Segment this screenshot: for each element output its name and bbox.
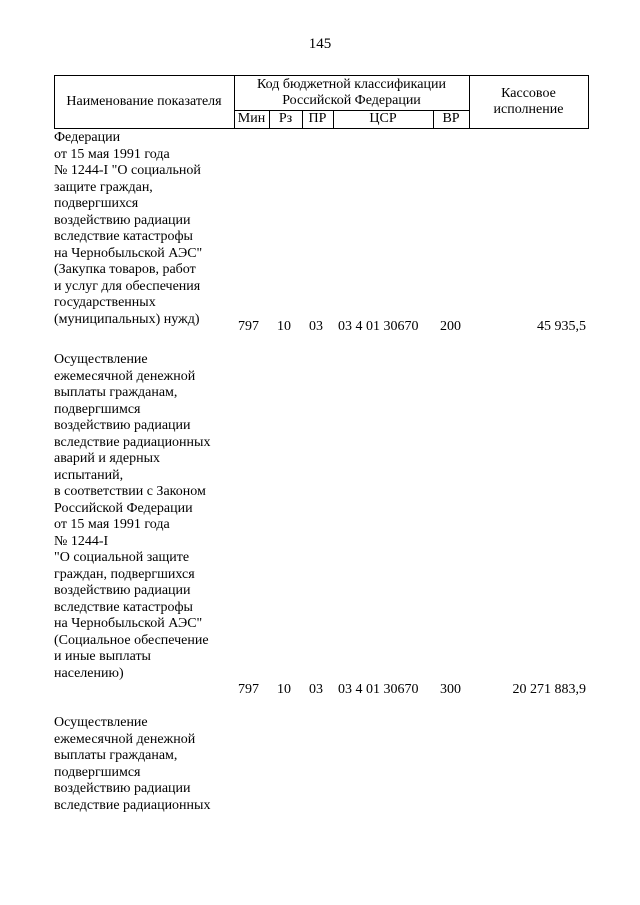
header-name: Наименование показателя [66, 94, 222, 109]
row-1-csr: 03 4 01 30670 [338, 319, 419, 334]
row-1-rz: 10 [277, 319, 291, 334]
row-2-pr: 03 [309, 682, 323, 697]
row-1-vr: 200 [440, 319, 461, 334]
header-cash-line1: Кассовое [501, 86, 556, 101]
header-pr: ПР [308, 111, 327, 126]
row-1-amount: 45 935,5 [537, 319, 586, 334]
row-2-name: Осуществление ежемесячной денежной выплаты гражданам, подвергшимся воздействию радиации вследствие радиационных аварий и ядерных испытаний, в соответствии с Законом Российской Федерации от 15 мая 1991 года № 1244-I "О социальной защите граждан, подвергшихся воздействию радиации вследствие катастрофы на Чернобыльской АЭС" (Социальное обеспечение и иные выплаты населению) [54, 352, 211, 681]
row-2-csr: 03 4 01 30670 [338, 682, 419, 697]
row-2-amount: 20 271 883,9 [512, 682, 586, 697]
header-min: Мин [237, 111, 266, 126]
header-top-border [54, 75, 588, 76]
header-bottom-border [54, 128, 588, 129]
row-2-min: 797 [238, 682, 259, 697]
header-code-line1: Код бюджетной классификации [257, 77, 446, 92]
row-1-name: Федерации от 15 мая 1991 года № 1244-I "О социальной защите граждан, подвергшихся воздействию радиации вследствие катастрофы на Чернобыльской АЭС" (Закупка товаров, работ и услуг для обеспечения государственных (муниципальных) нужд) [54, 130, 203, 327]
page-number: 145 [308, 36, 332, 52]
row-2-rz: 10 [277, 682, 291, 697]
row-1-pr: 03 [309, 319, 323, 334]
header-rz: Рз [278, 111, 293, 126]
row-1-min: 797 [238, 319, 259, 334]
header-csr: ЦСР [369, 111, 397, 126]
row-2-vr: 300 [440, 682, 461, 697]
row-3-name: Осуществление ежемесячной денежной выплаты гражданам, подвергшимся воздействию радиации вследствие радиационных [54, 715, 211, 813]
header-code-line2: Российской Федерации [282, 93, 421, 108]
header-cash-line2: исполнение [493, 102, 564, 117]
header-vr: ВР [442, 111, 460, 126]
border-right [588, 75, 589, 129]
